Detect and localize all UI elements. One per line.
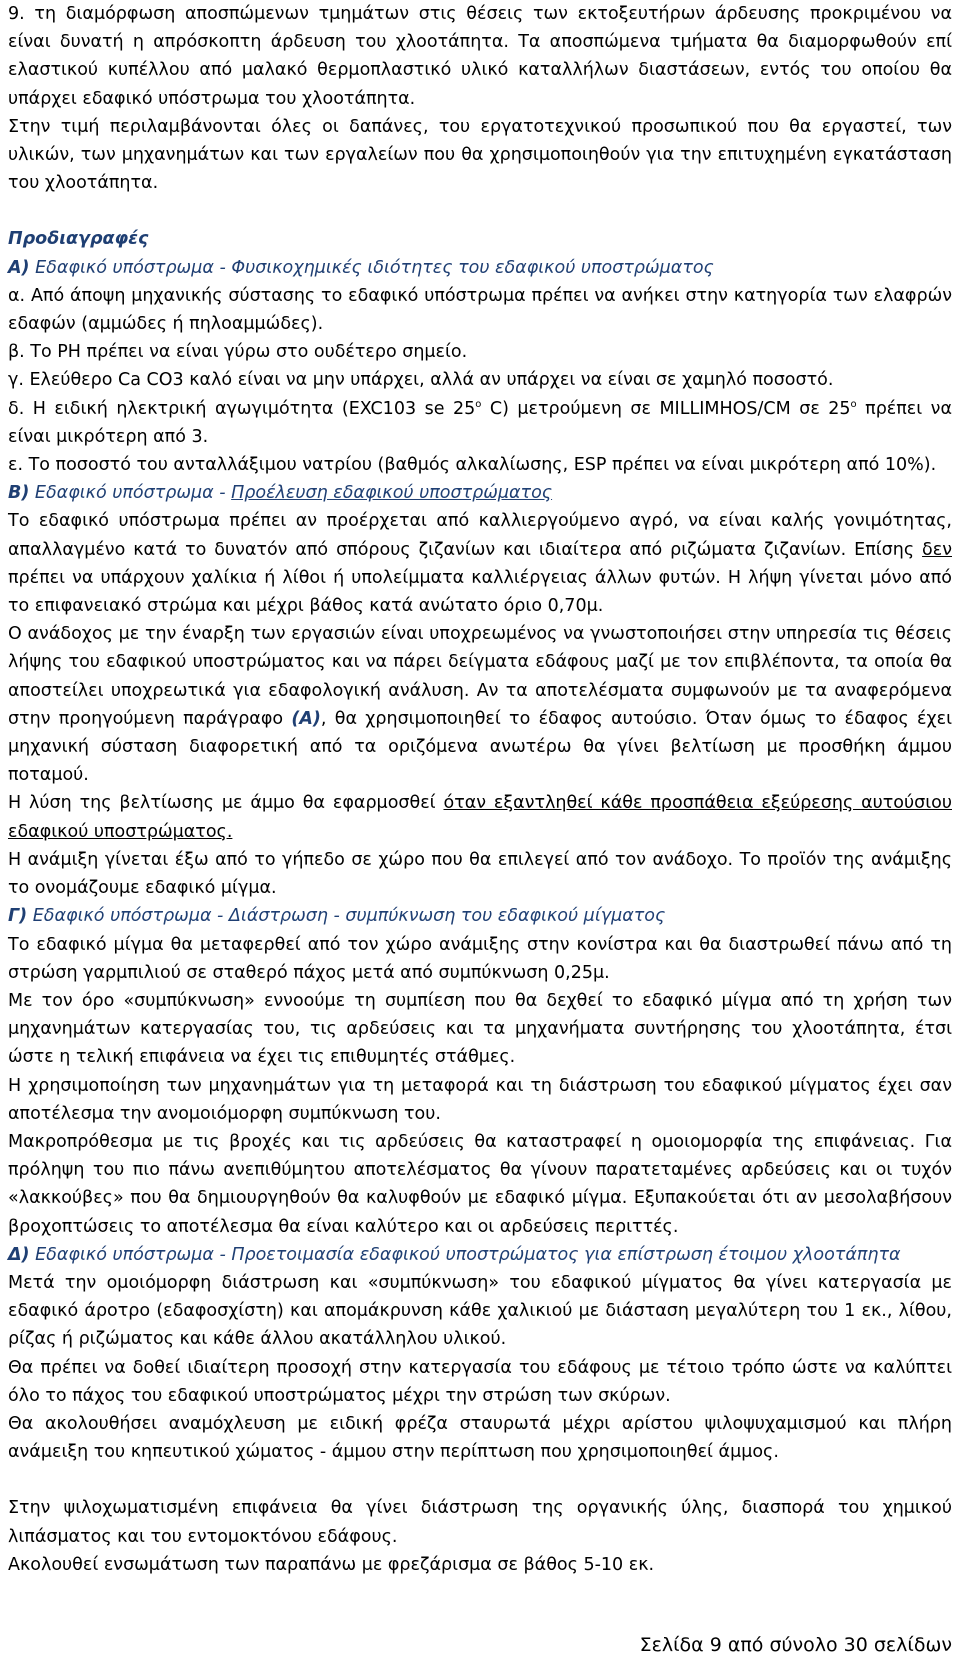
- section-d-letter: Δ): [8, 1244, 30, 1265]
- b1-text-1: Το εδαφικό υπόστρωμα πρέπει αν προέρχεται από καλλιεργούμενο αγρό, να είναι καλής γονιμότητας, απαλλαγμένο κατά το δυνατόν από σπόρους ζιζανίων και ιδιαίτερα από ριζώματα ζιζανίων. Επίσης: [8, 511, 952, 560]
- section-c-paragraph-1: Το εδαφικό μίγμα θα μεταφερθεί από τον χώρο ανάμιξης στην κονίστρα και θα διαστρωθεί πάνω από τη στρώση γαρμπιλιού σε σταθερό πάχος μετά από συμπύκνωση 0,25μ.: [8, 934, 952, 983]
- degree-sup-1: ο: [475, 398, 482, 410]
- section-b-paragraph-2: [8, 620, 952, 789]
- page-number-footer: Σελίδα 9 από σύνολο 30 σελίδων: [639, 1634, 952, 1656]
- delta-text-2: C) μετρούμενη σε MILLIMHOS/CM σε 25: [481, 398, 851, 419]
- b2-text-1: Ο ανάδοχος με την έναρξη των εργασιών είναι υποχρεωμένος να γνωστοποιήσει στην υπηρεσία τις θέσεις λήψης του εδαφικού υποστρώματος και να πάρει δείγματα εδάφους μαζί με τον επιβλέποντα, τα οποία θα αποστείλει υποχρεωτικά για εδαφολογική ανάλυση. Αν τα αποτελέσματα συμφωνούν με τα αναφερόμενα στην προηγούμενη παράγραφο: [8, 624, 952, 729]
- b1-underlined: δεν: [922, 539, 952, 560]
- section-b-title-text: Εδαφικό υπόστρωμα -: [29, 483, 232, 504]
- section-a-item-delta: [8, 395, 952, 451]
- section-a-item-epsilon: ε. Το ποσοστό του ανταλλάξιμου νατρίου (βαθμός αλκαλίωσης, ESP πρέπει να είναι μικρότερη από 10%).: [8, 455, 937, 476]
- section-c-title-text: Εδαφικό υπόστρωμα - Διάστρωση - συμπύκνωση του εδαφικού μίγματος: [27, 906, 666, 927]
- section-d-paragraph-1: Μετά την ομοιόμορφη διάστρωση και «συμπύκνωση» του εδαφικού μίγματος θα γίνει κατεργασία με εδαφικό άροτρο (εδαφοσχίστη) και απομάκρυνση κάθε χαλικιού με διάσταση μεγαλύτερη του 1 εκ., λίθου, ρίζας ή ριζώματος και κάθε άλλου ακατάλληλου υλικού.: [8, 1272, 952, 1350]
- delta-text-3: πρέπει να είναι μικρότερη από 3.: [8, 398, 952, 447]
- section-b-paragraph-4: Η ανάμιξη γίνεται έξω από το γήπεδο σε χώρο που θα επιλεγεί από τον ανάδοχο. Το προϊόν της ανάμιξης το ονομάζουμε εδαφικό μίγμα.: [8, 849, 952, 899]
- section-c-paragraph-4: Μακροπρόθεσμα με τις βροχές και τις αρδεύσεις θα καταστραφεί η ομοιομορφία της επιφάνειας. Για πρόληψη του πιο πάνω ανεπιθύμητου αποτελέσματος θα γίνουν παρατεταμένες αρδεύσεις και οι τυχόν «λακκούβες» που θα δημιουργηθούν θα καλυφθούν με εδαφικό μίγμα. Εξυπακούεται ότι αν μεσολαβήσουν βροχοπτώσεις το αποτέλεσμα θα είναι καλύτερο και οι αρδεύσεις περιττές.: [8, 1131, 952, 1237]
- section-b-letter: Β): [8, 483, 30, 504]
- b2-text-2: , θα χρησιμοποιηθεί το έδαφος αυτούσιο. Όταν όμως το έδαφος έχει μηχανική σύσταση διαφορετική από τα οριζόμενα ανωτέρω θα γίνει βελτίωση με προσθήκη άμμου ποταμού.: [8, 708, 952, 786]
- section-c-paragraph-3: Η χρησιμοποίηση των μηχανημάτων για τη μεταφορά και τη διάστρωση του εδαφικού μίγματος έχει σαν αποτέλεσμα την ανομοιόμορφη συμπύκνωση του.: [8, 1075, 952, 1124]
- spacer: [8, 197, 952, 225]
- section-d-paragraph-5: Ακολουθεί ενσωμάτωση των παραπάνω με φρεζάρισμα σε βάθος 5-10 εκ.: [8, 1554, 655, 1575]
- b3-underlined: όταν εξαντληθεί κάθε προσπάθεια εξεύρεσης αυτούσιου εδαφικού υποστρώματος.: [8, 793, 952, 842]
- section-c-title: [8, 902, 952, 930]
- section-a-item-alpha: α. Από άποψη μηχανικής σύστασης το εδαφικό υπόστρωμα πρέπει να ανήκει στην κατηγορία των ελαφρών εδαφών (αμμώδες ή πηλοαμμώδες).: [8, 285, 952, 335]
- section-a-title: [8, 254, 952, 282]
- section-a-item-beta: β. Το PH πρέπει να είναι γύρω στο ουδέτερο σημείο.: [8, 342, 468, 363]
- section-b-paragraph-1: [8, 507, 952, 620]
- section-a-item-gamma: γ. Ελεύθερο Ca CO3 καλό είναι να μην υπάρχει, αλλά αν υπάρχει να είναι σε χαμηλό ποσοστό.: [8, 370, 834, 391]
- b2-reference: (Α): [291, 708, 321, 729]
- section-c-paragraph-2: Με τον όρο «συμπύκνωση» εννοούμε τη συμπίεση που θα δεχθεί το εδαφικό μίγμα από τη χρήση των μηχανημάτων κατεργασίας του, τις αρδεύσεις και τα μηχανήματα συντήρησης του χλοοτάπητα, έτσι ώστε η τελική επιφάνεια να έχει τις επιθυμητές στάθμες.: [8, 990, 952, 1068]
- section-a-title-text: Εδαφικό υπόστρωμα - Φυσικοχημικές ιδιότητες του εδαφικού υποστρώματος: [29, 257, 714, 278]
- document-body: [8, 0, 952, 1579]
- section-d-paragraph-4: Στην ψιλοχωματισμένη επιφάνεια θα γίνει διάστρωση της οργανικής ύλης, διασπορά του χημικού λιπάσματος και του εντομοκτόνου εδάφους.: [8, 1498, 952, 1547]
- section-d-title-text: Εδαφικό υπόστρωμα - Προετοιμασία εδαφικού υποστρώματος για επίστρωση έτοιμου χλοοτάπητα: [29, 1244, 901, 1265]
- section-a-letter: Α): [8, 257, 30, 278]
- section-b-title: [8, 479, 952, 507]
- b1-text-2: πρέπει να υπάρχουν χαλίκια ή λίθοι ή υπολείμματα καλλιέργειας άλλων φυτών. Η λήψη γίνεται μόνο από το επιφανειακό στρώμα και μέχρι βάθος κατά ανώτατο όριο 0,70μ.: [8, 567, 952, 617]
- degree-sup-2: ο: [850, 398, 857, 410]
- section-d-title: [8, 1241, 952, 1269]
- specs-heading: Προδιαγραφές: [8, 229, 149, 250]
- section-d-paragraph-2: Θα πρέπει να δοθεί ιδιαίτερη προσοχή στην κατεργασία του εδάφους με τέτοιο τρόπο ώστε να καλύπτει όλο το πάχος του εδαφικού υποστρώματος μέχρι την στρώση των σκύρων.: [8, 1357, 952, 1406]
- spacer: [8, 1466, 952, 1494]
- b3-text-1: Η λύση της βελτίωσης με άμμο θα εφαρμοσθεί: [8, 793, 444, 814]
- section-b-paragraph-3: [8, 789, 952, 845]
- section-b-title-underlined: Προέλευση εδαφικού υποστρώματος: [231, 483, 553, 504]
- delta-text-1: δ. Η ειδική ηλεκτρική αγωγιμότητα (EXC103 se 25: [8, 398, 476, 419]
- section-d-paragraph-3: Θα ακολουθήσει αναμόχλευση με ειδική φρέζα σταυρωτά μέχρι αρίστου ψιλοψυχαμισμού και πλήρη ανάμειξη του κηπευτικού χώματος - άμμου στην περίπτωση που χρησιμοποιηθεί άμμος.: [8, 1413, 952, 1463]
- paragraph-item-9: 9. τη διαμόρφωση αποσπώμενων τμημάτων στις θέσεις των εκτοξευτήρων άρδευσης προκριμένου να είναι δυνατή η απρόσκοπτη άρδευση του χλοοτάπητα. Τα αποσπώμενα τμήματα θα διαμορφωθούν επί ελαστικού κυπέλλου από μαλακό θερμοπλαστικό υλικό καταλλήλων διαστάσεων, εντός του οποίου θα υπάρχει εδαφικό υπόστρωμα του χλοοτάπητα.: [8, 4, 952, 109]
- section-c-letter: Γ): [8, 906, 28, 927]
- document-page: [8, 0, 952, 1678]
- paragraph-price: Στην τιμή περιλαμβάνονται όλες οι δαπάνες, του εργατοτεχνικού προσωπικού που θα εργαστεί, των υλικών, των μηχανημάτων και των εργαλείων που θα χρησιμοποιηθούν για την επιτυχημένη εγκατάσταση του χλοοτάπητα.: [8, 116, 952, 194]
